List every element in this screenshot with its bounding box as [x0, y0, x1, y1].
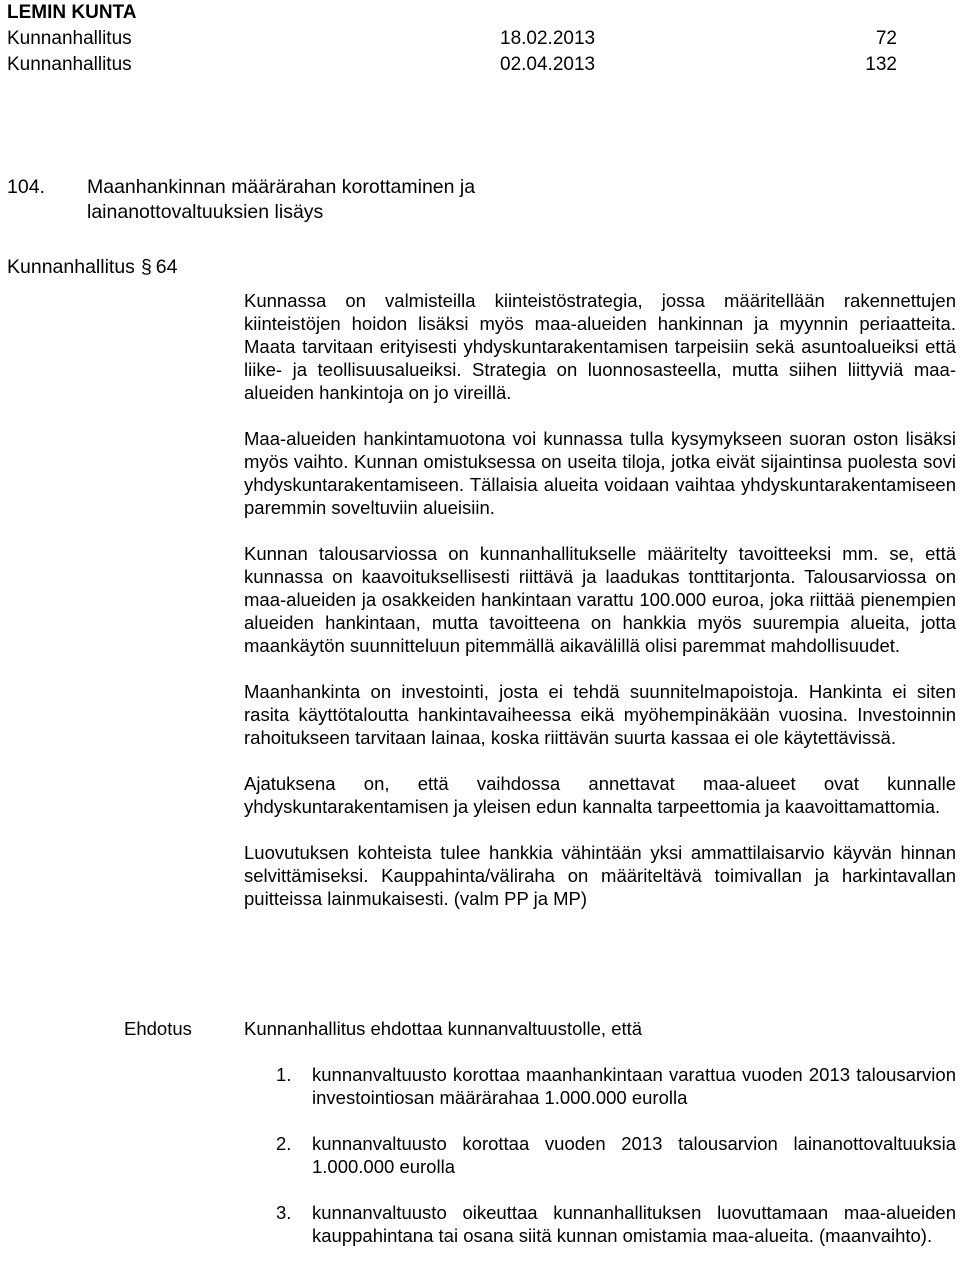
proposal-item-number: 3.	[276, 1202, 292, 1223]
document-body	[244, 289, 956, 933]
reference-body: Kunnanhallitus	[7, 256, 135, 278]
body-paragraph: Kunnassa on valmisteilla kiinteistöstrategia, jossa määritellään rakennettujen kiinteistöjen hoidon lisäksi myös maa-alueiden hankinnan ja myynnin periaatteita. Maata tarvitaan erityisesti yhdyskuntarakentamisen tarpeisiin sekä asuntoalueiksi että liike- ja teollisuusalueiksi. Strategia on luonnosasteella, mutta siihen liittyviä maa-alueiden hankintoja on jo vireillä.	[244, 290, 956, 403]
proposal-item-text: kunnanvaltuusto korottaa maanhankintaan varattua vuoden 2013 talousarvion investointiosan määrärahaa 1.000.000 eurolla	[312, 1064, 956, 1108]
section-reference	[7, 255, 178, 280]
page-number: 132	[865, 54, 897, 75]
proposal-item-number: 2.	[276, 1133, 292, 1154]
meeting-body: Kunnanhallitus	[7, 54, 132, 75]
proposal-item-number: 1.	[276, 1064, 292, 1085]
reference-number: 64	[155, 256, 178, 278]
meeting-row	[7, 26, 907, 52]
section-title-line1: Maanhankinnan määrärahan korottaminen ja	[87, 176, 476, 198]
body-paragraph: Maa-alueiden hankintamuotona voi kunnassa tulla kysymykseen suoran oston lisäksi myös vaihto. Kunnan omistuksessa on useita tiloja, jotka eivät sijaintinsa puolesta sovi yhdyskuntarakentamiseen. Tällaisia alueita voidaan vaihtaa yhdyskuntarakentamiseen paremmin soveltuviin alueisiin.	[244, 428, 956, 518]
section-title-line2: lainanottovaltuuksien lisäys	[87, 201, 324, 223]
body-paragraph: Kunnan talousarviossa on kunnanhallitukselle määritelty tavoitteeksi mm. se, että kunnassa on kaavoituksellisesti riittävä ja laadukas tonttitarjonta. Talousarviossa on maa-alueiden ja osakkeiden hankintaan varattu 100.000 euroa, joka riittää pienempien alueiden hankintaan, mutta tavoitteena on hankkia myös suurempia alueita, jotta maankäytön suunnitteluun pitemmällä aikavälillä olisi paremmat mahdollisuudet.	[244, 543, 956, 656]
proposal-list	[244, 1063, 956, 1270]
proposal-item	[244, 1063, 956, 1109]
body-paragraph: Luovutuksen kohteista tulee hankkia vähintään yksi ammattilaisarvio käyvän hinnan selvittämiseksi. Kauppahinta/väliraha on määriteltävä toimivallan ja harkintavallan puitteissa lainmukaisesti. (valm PP ja MP)	[244, 842, 956, 909]
section-number: 104.	[7, 176, 45, 198]
proposal-item	[244, 1201, 956, 1247]
proposal-item-text: kunnanvaltuusto korottaa vuoden 2013 talousarvion lainanottovaltuuksia 1.000.000 eurolla	[312, 1133, 956, 1177]
meeting-date: 02.04.2013	[500, 54, 596, 75]
body-paragraph: Maanhankinta on investointi, josta ei tehdä suunnitelmapoistoja. Hankinta ei siten rasita käyttötaloutta hankintavaiheessa eikä myöhempinäkään vuosina. Investoinnin rahoitukseen tarvitaan lainaa, koska riittävän suurta kassaa ei ole käytettävissä.	[244, 681, 956, 748]
proposal-item	[244, 1132, 956, 1178]
meeting-row	[7, 52, 907, 78]
section-heading	[7, 175, 707, 225]
meeting-date: 18.02.2013	[500, 28, 596, 49]
organization-name: LEMIN KUNTA	[7, 2, 137, 23]
page-number: 72	[875, 28, 897, 49]
meeting-body: Kunnanhallitus	[7, 28, 132, 49]
document-header	[7, 0, 907, 78]
proposal-intro: Kunnanhallitus ehdottaa kunnanvaltuustolle, että	[244, 1018, 643, 1039]
proposal-item-text: kunnanvaltuusto oikeuttaa kunnanhallituksen luovuttamaan maa-alueiden kauppahintana tai osana siitä kunnan omistamia maa-alueita. (maanvaihto).	[312, 1202, 956, 1246]
proposal-label: Ehdotus	[124, 1018, 192, 1039]
body-paragraph: Ajatuksena on, että vaihdossa annettavat maa-alueet ovat kunnalle yhdyskuntarakentamisen ja yleisen edun kannalta tarpeettomia ja kaavoittamattomia.	[244, 773, 956, 817]
paragraph-mark: §	[140, 256, 152, 278]
